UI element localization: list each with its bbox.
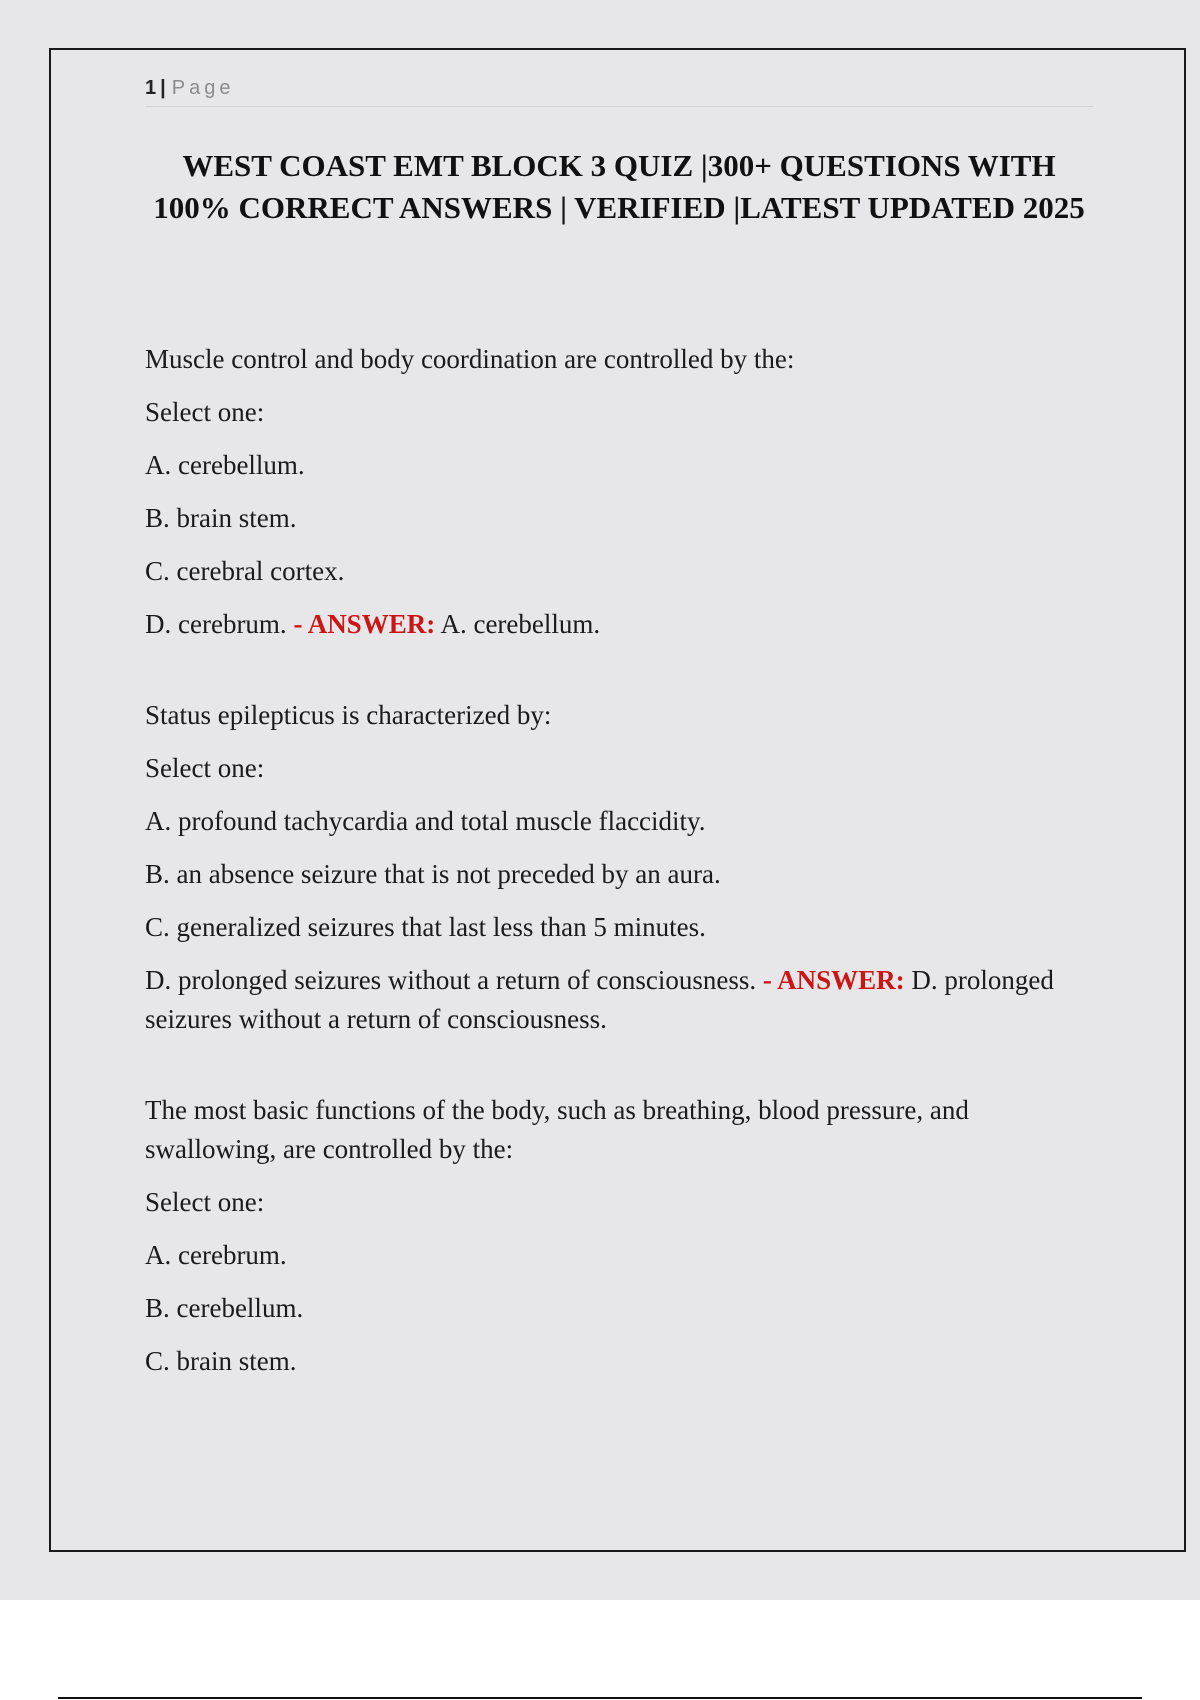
option-c: C. generalized seizures that last less than 5 minutes.	[145, 912, 706, 942]
question-block-3	[145, 1091, 1075, 1381]
question-prompt: Muscle control and body coordination are controlled by the:	[145, 344, 795, 374]
page-header	[145, 74, 1093, 107]
document-title: WEST COAST EMT BLOCK 3 QUIZ |300+ QUESTIONS WITH 100% CORRECT ANSWERS | VERIFIED |LATEST UPDATED 2025	[153, 148, 1085, 225]
question-block-2	[145, 696, 1075, 1039]
option-d-with-answer	[145, 605, 1075, 644]
answer-label: - ANSWER:	[762, 965, 905, 995]
option-b: B. brain stem.	[145, 503, 297, 533]
question-instruction: Select one:	[145, 1187, 265, 1217]
option-a: A. profound tachycardia and total muscle flaccidity.	[145, 806, 706, 836]
answer-text: D. prolonged seizures without a return of consciousness.	[145, 965, 1054, 1034]
option-d-with-answer	[145, 961, 1075, 1039]
page-header-separator: |	[160, 77, 166, 99]
question-prompt: Status epilepticus is characterized by:	[145, 700, 552, 730]
question-instruction: Select one:	[145, 397, 265, 427]
answer-text: A. cerebellum.	[440, 609, 601, 639]
page-label: Page	[171, 77, 235, 99]
option-b: B. cerebellum.	[145, 1293, 304, 1323]
option-d: D. cerebrum.	[145, 609, 287, 639]
question-instruction: Select one:	[145, 753, 265, 783]
option-c: C. cerebral cortex.	[145, 556, 345, 586]
quiz-content	[145, 340, 1075, 1395]
option-c: C. brain stem.	[145, 1346, 297, 1376]
question-prompt: The most basic functions of the body, such as breathing, blood pressure, and swallowing, are controlled by the:	[145, 1095, 969, 1164]
answer-label: - ANSWER:	[293, 609, 436, 639]
option-d: D. prolonged seizures without a return of consciousness.	[145, 965, 757, 995]
option-b: B. an absence seizure that is not preceded by an aura.	[145, 859, 721, 889]
option-a: A. cerebrum.	[145, 1240, 287, 1270]
question-block-1	[145, 340, 1075, 644]
page-number: 1	[145, 77, 157, 99]
option-a: A. cerebellum.	[145, 450, 305, 480]
footer-divider	[58, 1697, 1142, 1699]
